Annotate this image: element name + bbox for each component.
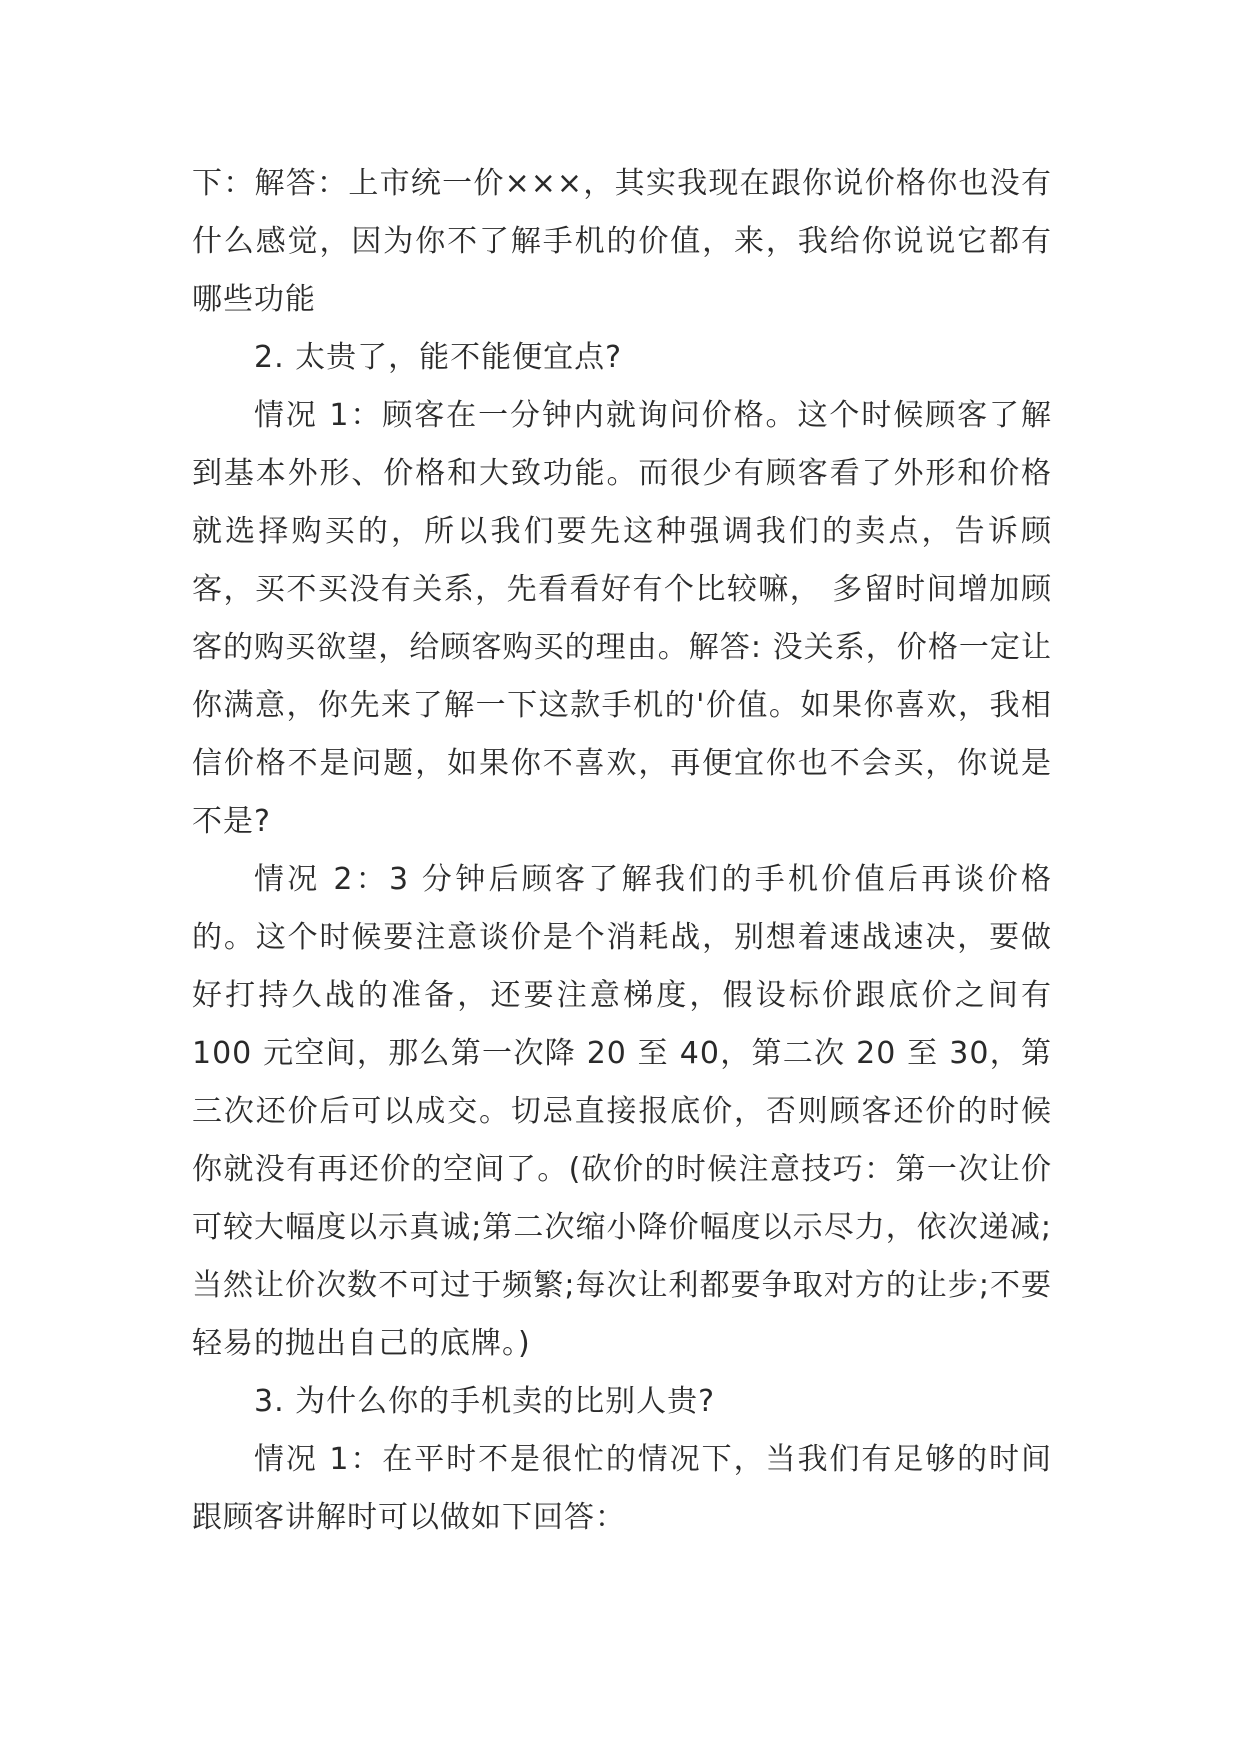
paragraph-situation-1: 情况 1：顾客在一分钟内就询问价格。这个时候顾客了解到基本外形、价格和大致功能。而很少有顾客看了外形和价格就选择购买的，所以我们要先这种强调我们的卖点，告诉顾客，买不买没有关系，先看看好有个比较嘛， 多留时间增加顾客的购买欲望，给顾客购买的理由。解答: 没关系，价格一定让你满意，你先来了解一下这款手机的'价值。如果你喜欢，我相信价格不是问题，如果你不喜欢，再便宜你也不会买，你说是不是? (192, 398, 1052, 839)
paragraph-situation-1-q3: 情况 1：在平时不是很忙的情况下，当我们有足够的时间跟顾客讲解时可以做如下回答： (192, 1442, 1052, 1535)
document-body (192, 155, 1052, 1547)
question-heading-2: 2. 太贵了，能不能便宜点? (254, 340, 623, 375)
question-heading-3: 3. 为什么你的手机卖的比别人贵? (254, 1384, 716, 1419)
paragraph-situation-2: 情况 2：3 分钟后顾客了解我们的手机价值后再谈价格的。这个时候要注意谈价是个消耗战，别想着速战速决，要做好打持久战的准备，还要注意梯度，假设标价跟底价之间有 100 元空间，那么第一次降 20 至 40，第二次 20 至 30，第三次还价后可以成交。切忌直接报底价，否则顾客还价的时候你就没有再还价的空间了。(砍价的时候注意技巧：第一次让价可较大幅度以示真诚;第二次缩小降价幅度以示尽力，依次递减;当然让价次数不可过于频繁;每次让利都要争取对方的让步;不要轻易的抛出自己的底牌。) (192, 862, 1052, 1361)
paragraph-answer-continuation: 下：解答：上市统一价×××，其实我现在跟你说价格你也没有什么感觉，因为你不了解手机的价值，来，我给你说说它都有哪些功能 (192, 166, 1052, 317)
